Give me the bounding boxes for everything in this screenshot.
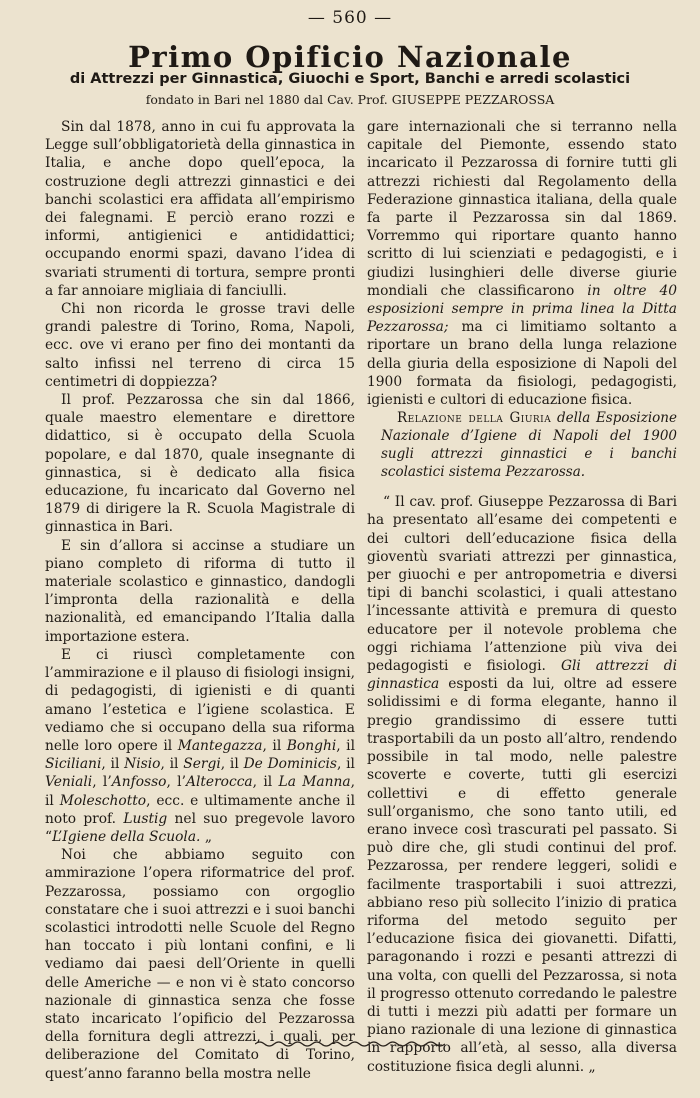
text-run: , il — [252, 774, 273, 791]
author-name: Sergi — [183, 756, 221, 773]
text-run: , ecc. e ultimamente anche il noto prof. — [45, 792, 356, 827]
text-run: E ci riuscì completamente con l’ammirazione e il plauso di fisiologi insigni, di pedagogisti, di igienisti e di quanti amano l’estetica e l’igiene scolastica. E vediamo che si occupano della sua riforma nelle loro opere il — [45, 646, 355, 754]
italic-run: in oltre 40 esposizioni sempre in prima linea la Ditta Pezzarossa; — [367, 282, 678, 336]
quote-paragraph — [367, 493, 677, 1076]
italic-run: Gli attrezzi di ginnastica — [367, 658, 678, 693]
text-run: , l’ — [166, 774, 186, 791]
page-subtitle: di Attrezzi per Ginnastica, Giuochi e Sport, Banchi e arredi scolastici — [69, 71, 631, 87]
left-paragraph-1: Sin dal 1878, anno in cui fu approvata la Legge sull’obbligatorietà della ginnastica in Italia, e anche dopo quell’epoca, la costruzione degli attrezzi ginnastici e dei banchi scolastici era affidata all’empirismo dei falegnami. E perciò erano rozzi e informi, antigienici e antididattici; occupando enormi spazi, davano l’idea di svariati strumenti di tortura, sempre pronti a far annoiare migliaia di fanciulli. — [45, 119, 355, 299]
author-name: Bonghi — [286, 737, 337, 754]
relazione-heading — [367, 409, 677, 481]
author-name: Mantegazza — [177, 737, 263, 754]
author-name: Moleschotto — [59, 792, 147, 809]
author-name: De Dominicis — [243, 756, 337, 773]
text-run: , il — [262, 737, 282, 754]
text-run: „ — [204, 828, 212, 845]
founded-line: fondato in Bari nel 1880 dal Cav. Prof. GIUSEPPE PEZZAROSSA — [145, 92, 555, 107]
text-run: ma ci limitiamo soltanto a riportare un brano della lunga relazione della giuria della esposizione di Napoli del 1900 formata da fisiologi, pedagogisti, igienisti e cultori di educazione fisica. — [367, 319, 677, 409]
author-name: Anfosso — [111, 774, 167, 791]
left-paragraph-4: E sin d’allora si accinse a studiare un piano completo di riforma di tutto il materiale scolastico e ginnastico, dandogli l’impronta della razionalità e della nazionalità, ed emancipando l’Italia dalla importazione estera. — [45, 537, 355, 645]
text-run: , il — [220, 756, 239, 773]
relazione-caps: Relazione della Giuria — [397, 410, 552, 427]
author-name: Alterocca — [185, 774, 253, 791]
author-name: Siciliani — [45, 756, 102, 773]
author-name: Veniali — [45, 774, 93, 791]
book-title: L’Igiene della Scuola. — [52, 828, 201, 845]
text-run: “ Il cav. prof. Giuseppe Pezzarossa di Bari ha presentato all’esame dei competenti e dei cultori dell’educazione fisica della gioventù svariati attrezzi per ginnastica, per giuochi e per antropometria e diversi tipi di banchi scolastici, i quali attestano l’incessante attività e premura di questo educatore per il notevole problema che oggi richiama l’attenzione più viva dei pedagogisti e fisiologi. — [367, 494, 677, 675]
text-run: , il — [160, 756, 179, 773]
page-title: Primo Opificio Nazionale — [128, 40, 572, 74]
left-paragraph-2: Chi non ricorda le grosse travi delle grandi palestre di Torino, Roma, Napoli, ecc. ove vi erano per fino dei montanti da salto infissi nel terreno di circa 15 centimetri di doppiezza? — [45, 301, 355, 390]
text-run: esposti da lui, oltre ad essere solidissimi e di forma elegante, hanno il pregio grandissimo di essere tutti trasportabili da un posto all’altro, rendendo possibile in tal modo, nelle palestre scoverte e coverte, tutti gli esercizi collettivi e di effetto generale sull’organismo, che sono tanto utili, ed erano invece così trascurati pel passato. Si può dire che, gli studi continui del prof. Pezzarossa, per rendere leggeri, solidi e facilmente trasportabili i suoi attrezzi, abbiano reso più sollecito l’inizio di pratica riforma del metodo seguito per l’educazione fisica dei giovanetti. Difatti, paragonando i rozzi e pesanti attrezzi di una volta, con quelli del Pezzarossa, si nota il progresso ottenuto corredando le palestre di tutti i mezzi più adatti per formare un piano razionale di una lezione di ginnastica in rapporto all’età, al sesso, alla diversa costituzione fisica degli alunni. „ — [367, 676, 677, 1075]
author-name: Nisio — [124, 756, 161, 773]
text-run: gare internazionali che si terranno nella capitale del Piemonte, essendo stato incaricato il Pezzarossa di fornire tutti gli attrezzi richiesti dal Regolamento della Federazione ginnastica italiana, della quale fa parte il Pezzarossa sin dal 1869. Vorremmo qui riportare quanto hanno scritto di lui scienziati e pedagogisti, e i giudizi lusinghieri delle diverse giurie mondiali che classificarono — [367, 119, 677, 299]
decorative-wavy-rule — [255, 1040, 445, 1048]
author-name: La Manna — [278, 774, 351, 791]
left-paragraph-5 — [45, 646, 355, 846]
author-name: Lustig — [123, 810, 168, 827]
left-column — [45, 118, 355, 1083]
right-paragraph-1 — [367, 118, 677, 409]
right-column — [367, 118, 677, 1076]
relazione-title: della Esposizione Nazionale d’Igiene di Napoli del 1900 sugli attrezzi ginnastici e i banchi scolastici sistema Pezzarossa. — [381, 410, 677, 481]
text-run: , il — [336, 756, 355, 773]
left-paragraph-3: Il prof. Pezzarossa che sin dal 1866, quale maestro elementare e direttore didattico, si è occupato della Scuola popolare, e dal 1870, quale insegnante di ginnastica, si è dedicato alla fisica educazione, fu incaricato dal Governo nel 1879 di dirigere la R. Scuola Magistrale di ginnastica in Bari. — [45, 392, 355, 536]
text-run: , l’ — [92, 774, 112, 791]
text-run: , il — [45, 774, 355, 809]
left-paragraph-6: Noi che abbiamo seguito con ammirazione l’opera riformatrice del prof. Pezzarossa, possiamo con orgoglio constatare che i suoi attrezzi e i suoi banchi scolastici introdotti nelle Scuole del Regno han toccato i più lontani confini, e li vediamo dai paesi dell’Oriente in quelli delle Americhe — e non vi è stato concorso nazionale di ginnastica senza che fosse stato incaricato l’opificio del Pezzarossa della fornitura degli attrezzi, i quali, per deliberazione del Comitato di Torino, quest’anno faranno bella mostra nelle — [45, 847, 355, 1082]
page-number: — 560 — — [307, 8, 393, 28]
text-run: nel suo pregevole lavoro “ — [45, 810, 356, 845]
text-run: , il — [101, 756, 120, 773]
text-run: , il — [336, 737, 355, 754]
